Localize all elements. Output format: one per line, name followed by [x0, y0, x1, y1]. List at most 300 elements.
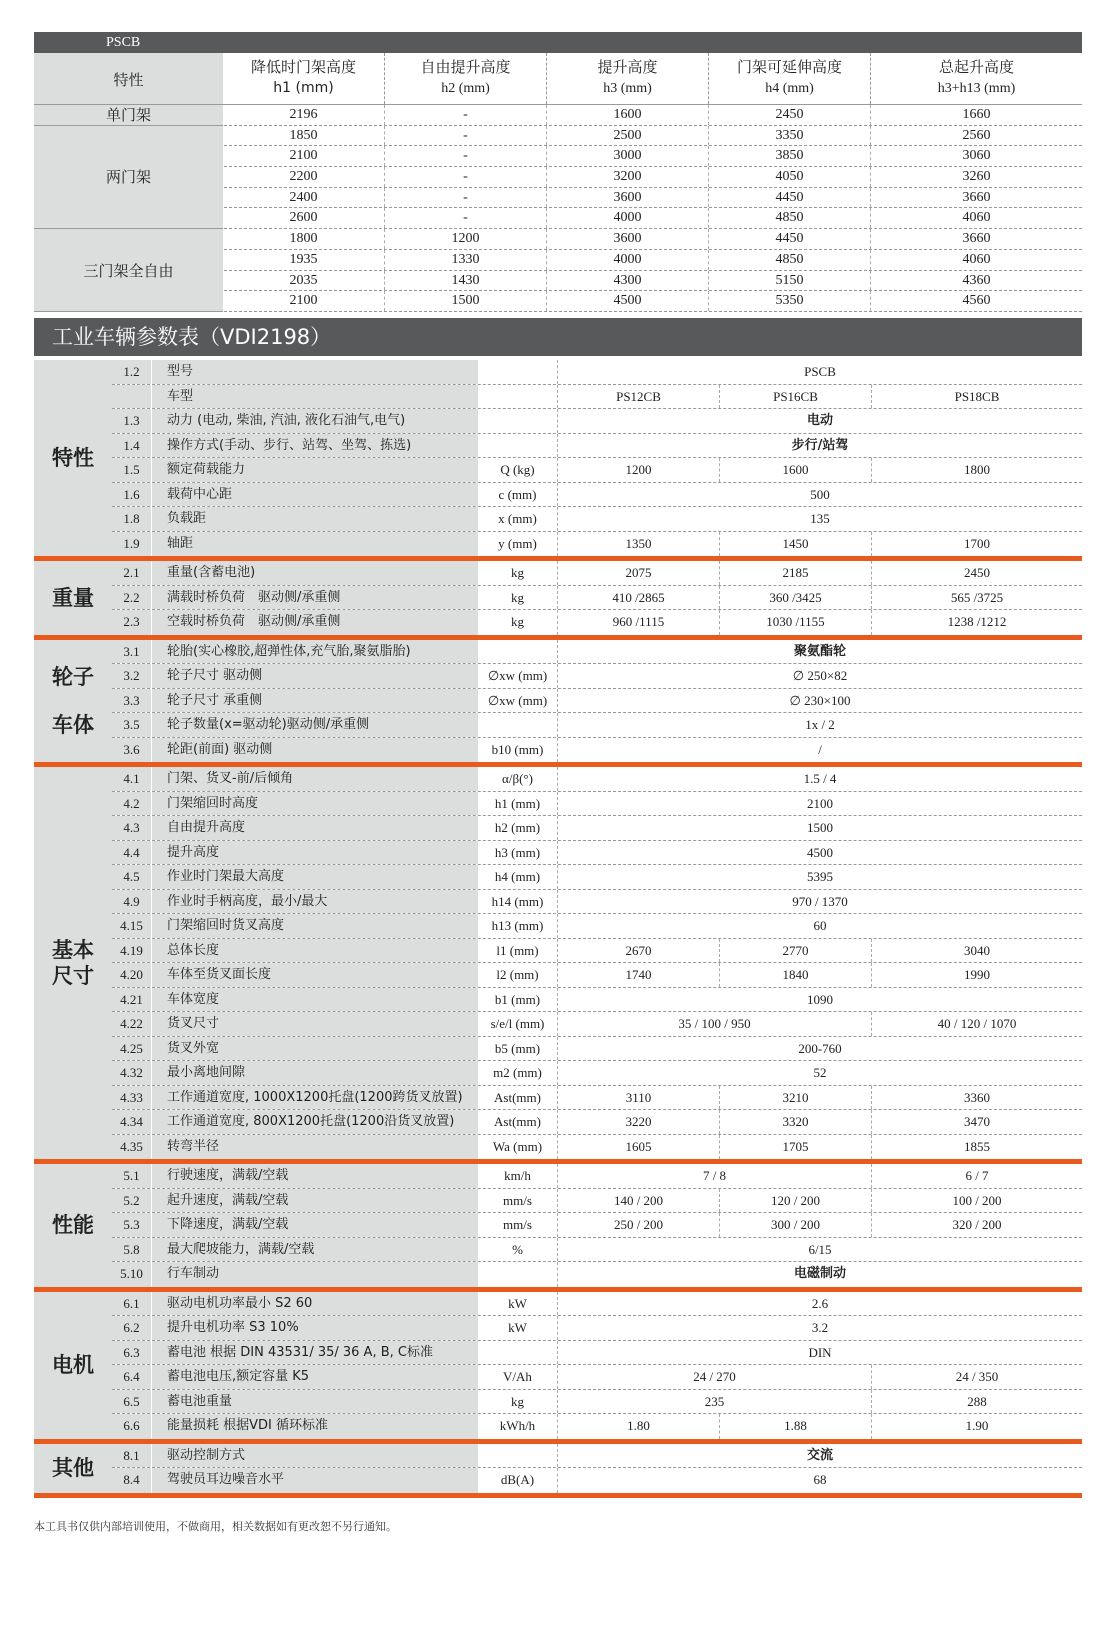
vdi-row-unit: [478, 1262, 558, 1287]
vdi-row-unit: Wa (mm): [478, 1135, 558, 1160]
mast-header-unit: h4 (mm): [765, 81, 814, 96]
vdi-row-values: [558, 640, 1082, 664]
mast-cell: -: [385, 105, 547, 125]
mast-header-row: [34, 53, 1082, 105]
vdi-row-description: 转弯半径: [152, 1135, 478, 1160]
vdi-section-rows: [112, 1444, 1082, 1493]
vdi-row-number: 6.4: [112, 1365, 152, 1389]
mast-cell: 4450: [709, 229, 871, 249]
vdi-value: 1090: [807, 991, 833, 1007]
vdi-row-number: 4.5: [112, 865, 152, 889]
vdi-row-unit: [478, 1444, 558, 1468]
vdi-value: 970 / 1370: [792, 893, 848, 909]
vdi-row-values: [558, 865, 1082, 889]
mast-header-title: 自由提升高度: [420, 58, 511, 76]
vdi-row: [112, 434, 1082, 459]
vdi-row-values: [558, 767, 1082, 791]
vdi-row-number: 3.2: [112, 664, 152, 688]
vdi-row-values: [558, 532, 1082, 557]
vdi-row: [112, 532, 1082, 557]
mast-cell: 4050: [709, 167, 871, 187]
vdi-row-number: 6.5: [112, 1390, 152, 1414]
vdi-value: PS12CB: [558, 385, 720, 409]
mast-cell: -: [385, 126, 547, 146]
vdi-table-title: 工业车辆参数表（VDI2198）: [34, 318, 1082, 356]
vdi-value: 2185: [720, 561, 872, 585]
vdi-row-values: [558, 561, 1082, 585]
vdi-value: 1x / 2: [805, 717, 835, 732]
mast-cell: -: [385, 208, 547, 228]
mast-cell: 1800: [223, 229, 385, 249]
vdi-row-number: 6.1: [112, 1292, 152, 1316]
vdi-row-number: 4.25: [112, 1037, 152, 1061]
vdi-row: [112, 664, 1082, 689]
vdi-row-unit: %: [478, 1238, 558, 1262]
vdi-row-values: [558, 1086, 1082, 1110]
mast-cell: 2450: [709, 105, 871, 125]
vdi-row-unit: mm/s: [478, 1213, 558, 1237]
vdi-section-label-text: 特性: [52, 446, 94, 470]
vdi-row-unit: Ast(mm): [478, 1086, 558, 1110]
vdi-value: 4500: [807, 844, 833, 860]
mast-cell: 3660: [962, 231, 991, 247]
vdi-row: [112, 963, 1082, 988]
vdi-row-unit: [478, 385, 558, 409]
vdi-row-unit: ∅xw (mm): [478, 664, 558, 688]
vdi-row-description: 总体长度: [152, 939, 478, 963]
vdi-row-description: 满载时桥负荷 驱动侧/承重侧: [152, 586, 478, 610]
vdi-row-description: 作业时门架最大高度: [152, 865, 478, 889]
vdi-value: 500: [810, 486, 830, 502]
vdi-row-unit: km/h: [478, 1164, 558, 1188]
vdi-section-label-text: 电机: [52, 1353, 94, 1377]
vdi-row-number: 1.3: [112, 409, 152, 433]
vdi-value: 235: [558, 1390, 872, 1414]
mast-header-title: 门架可延伸高度: [736, 58, 842, 76]
mast-cell: 2196: [223, 105, 385, 125]
vdi-row: [112, 610, 1082, 635]
vdi-value: ∅ 250×82: [792, 668, 848, 683]
vdi-value: 2670: [558, 939, 720, 963]
vdi-row: [112, 1037, 1082, 1062]
vdi-value: 1840: [720, 963, 872, 987]
vdi-section: [34, 767, 1082, 1164]
vdi-row-unit: c (mm): [478, 483, 558, 507]
vdi-row-description: 门架缩回时货叉高度: [152, 914, 478, 938]
vdi-row: [112, 1110, 1082, 1135]
vdi-row-number: 3.5: [112, 713, 152, 737]
vdi-row-values: [558, 1365, 1082, 1389]
vdi-value: 步行/站驾: [791, 437, 849, 453]
vdi-row-unit: kg: [478, 561, 558, 585]
mast-cell: 4500: [547, 291, 709, 311]
vdi-section-rows: [112, 640, 1082, 763]
mast-cell: 2500: [547, 126, 709, 146]
vdi-row-description: 驱动控制方式: [152, 1444, 478, 1468]
vdi-value: 1.5 / 4: [803, 771, 837, 786]
vdi-row-unit: dB(A): [478, 1468, 558, 1493]
vdi-row-description: 自由提升高度: [152, 816, 478, 840]
vdi-row-values: [558, 1164, 1082, 1188]
mast-cell: 3260: [962, 169, 991, 185]
vdi-row-number: 3.3: [112, 689, 152, 713]
vdi-row-description: 型号: [152, 360, 478, 384]
vdi-row-unit: h13 (mm): [478, 914, 558, 938]
vdi-row-unit: mm/s: [478, 1189, 558, 1213]
vdi-row-number: 4.3: [112, 816, 152, 840]
vdi-row-description: 空载时桥负荷 驱动侧/承重侧: [152, 610, 478, 635]
vdi-row: [112, 385, 1082, 410]
vdi-row-description: 车体至货叉面长度: [152, 963, 478, 987]
mast-cell: 2600: [223, 208, 385, 228]
vdi-row: [112, 409, 1082, 434]
vdi-row-values: [558, 507, 1082, 531]
vdi-section-label: [34, 1292, 112, 1439]
mast-header-cell: [709, 53, 871, 104]
vdi-row-description: 轮距(前面) 驱动侧: [152, 738, 478, 763]
vdi-row-unit: V/Ah: [478, 1365, 558, 1389]
vdi-row-number: 6.3: [112, 1341, 152, 1365]
vdi-row-unit: kg: [478, 610, 558, 635]
vdi-section: [34, 640, 1082, 768]
vdi-row-description: 行驶速度，满载/空载: [152, 1164, 478, 1188]
vdi-value: 6 / 7: [965, 1168, 989, 1183]
vdi-value: 410 /2865: [558, 586, 720, 610]
vdi-row-number: 4.22: [112, 1012, 152, 1036]
mast-header-cell: [871, 53, 1082, 104]
vdi-row: [112, 1468, 1082, 1493]
mast-cell: 1660: [962, 107, 991, 122]
vdi-value: 24 / 270: [558, 1365, 872, 1389]
vdi-row-number: 1.8: [112, 507, 152, 531]
vdi-row-number: 4.9: [112, 890, 152, 914]
vdi-value: 68: [813, 1472, 827, 1487]
vdi-row-values: [558, 1037, 1082, 1061]
vdi-value: 7 / 8: [558, 1164, 872, 1188]
vdi-value: 1030 /1155: [720, 610, 872, 635]
vdi-row-values: [558, 1390, 1082, 1414]
vdi-row-description: 重量(含蓄电池): [152, 561, 478, 585]
vdi-row-description: 轴距: [152, 532, 478, 557]
vdi-value: 2.6: [811, 1295, 829, 1311]
vdi-row-number: 4.32: [112, 1061, 152, 1085]
vdi-row-number: 3.6: [112, 738, 152, 763]
vdi-row-number: 4.2: [112, 792, 152, 816]
vdi-value: 565 /3725: [950, 589, 1004, 605]
vdi-section-label: [34, 767, 112, 1159]
mast-cell: 2100: [223, 146, 385, 166]
mast-cell: -: [385, 146, 547, 166]
vdi-row-description: 蓄电池重量: [152, 1390, 478, 1414]
vdi-section-label: [34, 561, 112, 635]
vdi-row-values: [558, 1341, 1082, 1365]
vdi-row-unit: kW: [478, 1292, 558, 1316]
vdi-row-number: 4.4: [112, 841, 152, 865]
vdi-row: [112, 865, 1082, 890]
vdi-section-rows: [112, 561, 1082, 635]
vdi-section-label-text: 性能: [52, 1213, 94, 1238]
vdi-row-description: 载荷中心距: [152, 483, 478, 507]
vdi-value: 2100: [807, 795, 833, 811]
mast-cell: 3600: [547, 229, 709, 249]
vdi-row-values: [558, 1213, 1082, 1237]
vdi-value: 52: [813, 1065, 827, 1080]
vdi-row-description: 起升速度，满载/空载: [152, 1189, 478, 1213]
vdi-value: 1238 /1212: [947, 614, 1007, 629]
mast-cell: 4850: [709, 250, 871, 270]
mast-header-cell: [385, 53, 547, 104]
vdi-row-number: 1.6: [112, 483, 152, 507]
vdi-row-unit: l2 (mm): [478, 963, 558, 987]
vdi-row-unit: m2 (mm): [478, 1061, 558, 1085]
vdi-row-description: 作业时手柄高度，最小/最大: [152, 890, 478, 914]
vdi-row-number: [112, 385, 152, 409]
vdi-value: 300 / 200: [720, 1213, 872, 1237]
vdi-value: 140 / 200: [558, 1189, 720, 1213]
vdi-row: [112, 1164, 1082, 1189]
vdi-row-unit: Ast(mm): [478, 1110, 558, 1134]
vdi-row-number: 1.4: [112, 434, 152, 458]
vdi-row-description: 额定荷载能力: [152, 458, 478, 482]
vdi-row-unit: h4 (mm): [478, 865, 558, 889]
mast-cell: 1935: [223, 250, 385, 270]
vdi-row: [112, 360, 1082, 385]
vdi-section-label: [34, 1444, 112, 1493]
vdi-parameter-table: [34, 360, 1082, 1498]
vdi-value: /: [818, 741, 822, 757]
vdi-row-unit: [478, 713, 558, 737]
mast-cell: 4000: [547, 208, 709, 228]
mast-cell: 5350: [709, 291, 871, 311]
mast-cell: -: [385, 167, 547, 187]
vdi-row-number: 6.2: [112, 1316, 152, 1340]
vdi-row-description: 负载距: [152, 507, 478, 531]
vdi-row-values: [558, 1189, 1082, 1213]
vdi-value: 1990: [964, 967, 990, 982]
vdi-value: 3110: [558, 1086, 720, 1110]
mast-header-title: 降低时门架高度: [250, 58, 356, 76]
mast-cell: 4300: [547, 271, 709, 291]
vdi-value: 24 / 350: [955, 1369, 999, 1384]
vdi-row-values: [558, 689, 1082, 713]
mast-header-title: 提升高度: [597, 58, 658, 76]
vdi-row-number: 4.15: [112, 914, 152, 938]
vdi-row-description: 工作通道宽度, 800X1200托盘(1200沿货叉放置): [152, 1110, 478, 1134]
mast-header-unit: h3+h13 (mm): [937, 81, 1016, 96]
vdi-row-number: 5.2: [112, 1189, 152, 1213]
vdi-row-number: 4.1: [112, 767, 152, 791]
vdi-value: 2450: [964, 565, 990, 580]
mast-cell: 1330: [385, 250, 547, 270]
vdi-row-values: [558, 1061, 1082, 1085]
mast-cell: 4000: [547, 250, 709, 270]
vdi-section-label-text: 轮子: [52, 664, 94, 689]
vdi-row: [112, 1414, 1082, 1439]
vdi-section-rows: [112, 1292, 1082, 1439]
vdi-row-description: 货叉尺寸: [152, 1012, 478, 1036]
vdi-row-unit: b1 (mm): [478, 988, 558, 1012]
vdi-value: 2770: [720, 939, 872, 963]
mast-cell: 3200: [547, 167, 709, 187]
vdi-row: [112, 1262, 1082, 1287]
vdi-value: 360 /3425: [720, 586, 872, 610]
vdi-value: 3.2: [811, 1320, 829, 1335]
vdi-row-description: 提升高度: [152, 841, 478, 865]
vdi-section-label-text: 尺寸: [52, 964, 94, 988]
mast-cell: 4060: [962, 210, 991, 226]
vdi-row-number: 1.9: [112, 532, 152, 557]
vdi-row-description: 轮子尺寸 驱动侧: [152, 664, 478, 688]
mast-cell: 4060: [962, 251, 991, 267]
vdi-row-number: 5.1: [112, 1164, 152, 1188]
mast-cell: 1850: [223, 126, 385, 146]
vdi-value: 3040: [964, 942, 990, 958]
vdi-row-description: 轮子尺寸 承重侧: [152, 689, 478, 713]
vdi-row-number: 2.2: [112, 586, 152, 610]
vdi-row-number: 4.34: [112, 1110, 152, 1134]
vdi-row-number: 1.2: [112, 360, 152, 384]
vdi-row-values: [558, 409, 1082, 433]
vdi-row: [112, 816, 1082, 841]
vdi-section-label-text: 基本: [52, 938, 94, 962]
vdi-row-description: 工作通道宽度, 1000X1200托盘(1200跨货叉放置): [152, 1086, 478, 1110]
vdi-value: 交流: [806, 1447, 833, 1463]
vdi-row: [112, 713, 1082, 738]
vdi-row-description: 门架缩回时高度: [152, 792, 478, 816]
vdi-value: 1350: [558, 532, 720, 557]
vdi-row: [112, 1238, 1082, 1263]
vdi-section-label: [34, 360, 112, 556]
vdi-section-rows: [112, 360, 1082, 556]
vdi-value: 288: [967, 1393, 987, 1409]
vdi-value: 3470: [964, 1114, 990, 1129]
vdi-row-values: [558, 1110, 1082, 1134]
vdi-row-values: [558, 890, 1082, 914]
mast-cell: 3600: [547, 188, 709, 208]
vdi-row-values: [558, 816, 1082, 840]
vdi-section: [34, 561, 1082, 640]
vdi-row: [112, 561, 1082, 586]
vdi-row-values: [558, 610, 1082, 635]
mast-cell: 2200: [223, 167, 385, 187]
vdi-row-number: 5.8: [112, 1238, 152, 1262]
vdi-row-number: 5.10: [112, 1262, 152, 1287]
vdi-row: [112, 738, 1082, 763]
vdi-row-values: [558, 988, 1082, 1012]
vdi-value: 聚氨酯轮: [793, 643, 846, 659]
vdi-section-label-text: 重量: [52, 585, 94, 610]
vdi-row: [112, 586, 1082, 611]
vdi-row-unit: h1 (mm): [478, 792, 558, 816]
vdi-row: [112, 507, 1082, 532]
vdi-row: [112, 1086, 1082, 1111]
vdi-value: 120 / 200: [720, 1189, 872, 1213]
vdi-row: [112, 1213, 1082, 1238]
vdi-row-values: [558, 914, 1082, 938]
vdi-value: 电磁制动: [793, 1266, 846, 1281]
vdi-row-description: 货叉外宽: [152, 1037, 478, 1061]
vdi-row-description: 最小离地间隙: [152, 1061, 478, 1085]
vdi-row-number: 2.3: [112, 610, 152, 635]
vdi-row: [112, 767, 1082, 792]
vdi-row-values: [558, 1444, 1082, 1468]
vdi-row-values: [558, 792, 1082, 816]
vdi-row-description: 最大爬坡能力，满载/空载: [152, 1238, 478, 1262]
vdi-row-number: 5.3: [112, 1213, 152, 1237]
mast-header-title: 总起升高度: [938, 58, 1014, 76]
vdi-row-description: 驾驶员耳边噪音水平: [152, 1468, 478, 1493]
vdi-row-values: [558, 738, 1082, 763]
vdi-row-unit: kg: [478, 586, 558, 610]
vdi-value: 1855: [964, 1138, 990, 1154]
vdi-section-rows: [112, 767, 1082, 1159]
vdi-row-values: [558, 586, 1082, 610]
vdi-value: 100 / 200: [952, 1192, 1002, 1208]
vdi-row-description: 动力 (电动, 柴油, 汽油, 液化石油气,电气): [152, 409, 478, 433]
vdi-row-unit: Q (kg): [478, 458, 558, 482]
vdi-value: 3320: [720, 1110, 872, 1134]
vdi-row-unit: ∅xw (mm): [478, 689, 558, 713]
vdi-row-values: [558, 1135, 1082, 1160]
vdi-row: [112, 640, 1082, 665]
mast-cell: 3350: [709, 126, 871, 146]
vdi-row-values: [558, 664, 1082, 688]
vdi-value: 1.80: [558, 1414, 720, 1439]
mast-table: [34, 32, 1082, 312]
vdi-row: [112, 914, 1082, 939]
vdi-row-unit: [478, 640, 558, 664]
mast-group-label: 两门架: [34, 126, 223, 230]
vdi-row-description: 驱动电机功率最小 S2 60: [152, 1292, 478, 1316]
vdi-row-description: 行车制动: [152, 1262, 478, 1287]
vdi-row-unit: h2 (mm): [478, 816, 558, 840]
mast-header-unit: h1 (mm): [273, 80, 334, 96]
vdi-row-values: [558, 434, 1082, 458]
mast-cell: 2560: [962, 127, 991, 143]
vdi-row-description: 蓄电池 根据 DIN 43531/ 35/ 36 A, B, C标准: [152, 1341, 478, 1365]
mast-cell: 4450: [709, 188, 871, 208]
vdi-value: 320 / 200: [952, 1217, 1002, 1232]
vdi-row-unit: [478, 409, 558, 433]
mast-cell: 3060: [962, 148, 991, 164]
vdi-row-description: 下降速度，满载/空载: [152, 1213, 478, 1237]
vdi-row-unit: [478, 360, 558, 384]
vdi-section: [34, 1292, 1082, 1444]
vdi-row: [112, 890, 1082, 915]
vdi-row-description: 能量损耗 根据VDI 循环标准: [152, 1414, 478, 1439]
vdi-row-unit: kg: [478, 1390, 558, 1414]
mast-cell: 5150: [709, 271, 871, 291]
mast-cell: -: [385, 188, 547, 208]
vdi-row: [112, 1390, 1082, 1415]
vdi-row-values: [558, 963, 1082, 987]
vdi-row-description: 蓄电池电压,额定容量 K5: [152, 1365, 478, 1389]
vdi-section-label: [34, 1164, 112, 1287]
vdi-row-unit: kW: [478, 1316, 558, 1340]
vdi-row: [112, 1316, 1082, 1341]
mast-header-title: 特性: [113, 71, 144, 89]
vdi-row-description: 车型: [152, 385, 478, 409]
mast-cell: 2400: [223, 188, 385, 208]
vdi-row-values: [558, 360, 1082, 384]
vdi-row: [112, 1341, 1082, 1366]
mast-cell: 1500: [385, 291, 547, 311]
mast-group-label: 三门架全自由: [34, 229, 223, 312]
vdi-row-number: 8.4: [112, 1468, 152, 1493]
vdi-row-unit: b5 (mm): [478, 1037, 558, 1061]
vdi-value: 1800: [964, 462, 990, 477]
vdi-row-number: 2.1: [112, 561, 152, 585]
